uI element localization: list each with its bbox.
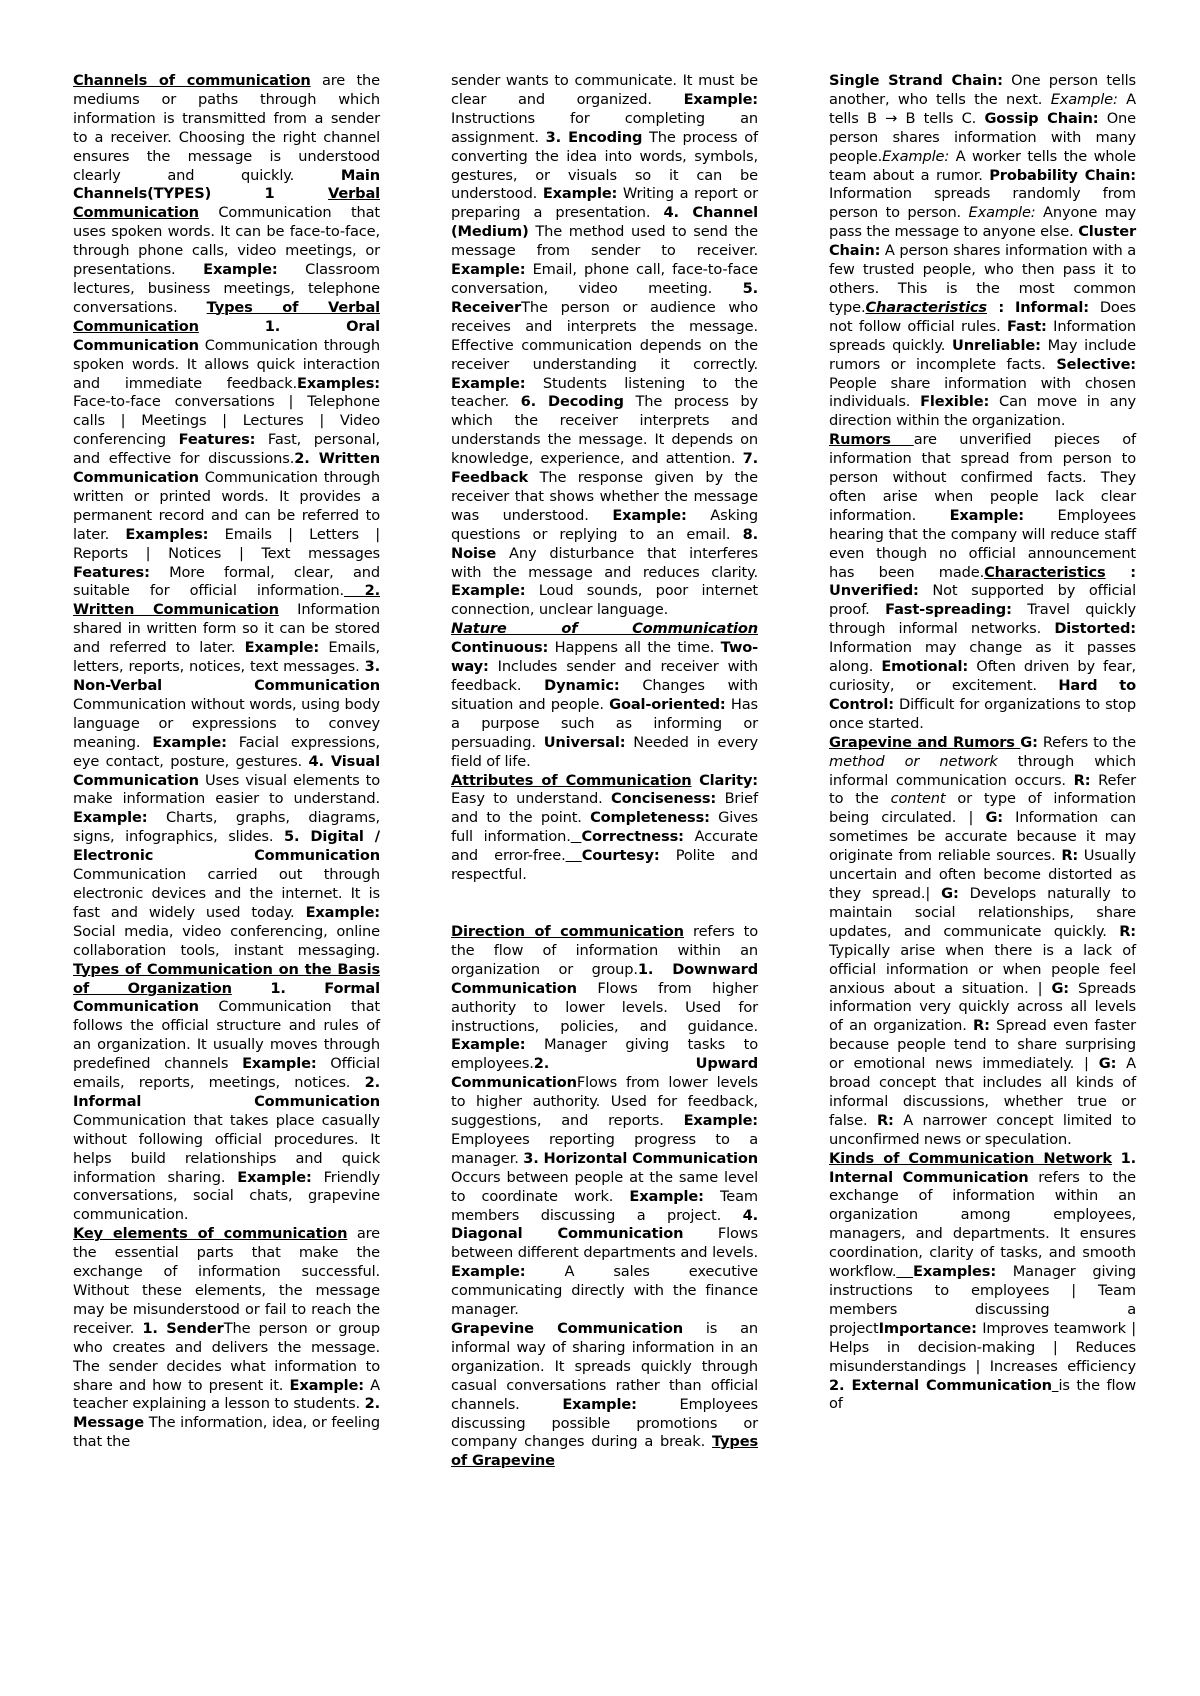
styled-text-run: Types of Grapevine — [451, 1433, 758, 1470]
text-run: Uses visual elements to make information easier to understand. — [73, 771, 380, 808]
text-run: Flows from higher authority to lower levels. Used for instructions, policies, and guidance. — [451, 979, 758, 1035]
styled-text-run: Dynamic: — [544, 677, 620, 694]
styled-text-run: G: — [1098, 1055, 1117, 1073]
text-run: Communication through written or printed words. It provides a permanent record and can be referred to later. — [73, 469, 380, 543]
text-run: Accurate and error-free. — [451, 828, 758, 865]
styled-text-run: : — [986, 298, 1005, 316]
styled-text-run: Gossip Chain: — [984, 109, 1099, 127]
text-run: Information spreads quickly. — [829, 317, 1136, 354]
text-run: Official emails, reports, meetings, notices. — [73, 1055, 380, 1092]
styled-text-run: 1. Oral Communication — [73, 317, 380, 354]
styled-text-run: Example: — [968, 204, 1036, 222]
styled-text-run: Example: — [152, 733, 227, 751]
text-run: Flows from lower levels to higher authority. Used for feedback, suggestions, and reports. — [451, 1074, 758, 1130]
styled-text-run: Fast-spreading: — [885, 601, 1012, 619]
styled-text-run: 4. Visual Communication — [73, 752, 380, 789]
text-run: through which informal communication occurs. — [829, 752, 1136, 789]
text-run: Emails | Letters | Reports | Notices | Text messages — [73, 525, 380, 562]
styled-text-run: 6. Decoding — [520, 393, 624, 411]
styled-text-run: Single Strand Chain: — [829, 72, 1003, 89]
styled-text-run: Verbal Communication — [73, 185, 380, 222]
styled-text-run: Universal: — [543, 733, 626, 751]
styled-text-run: Completeness: — [590, 809, 710, 827]
styled-text-run: R: — [1119, 922, 1136, 940]
styled-text-run: Courtesy: — [581, 847, 660, 865]
text-run: Email, phone call, face-to-face conversation, video meeting. — [451, 261, 758, 297]
text-run: Happens all the time. — [548, 639, 721, 657]
text-run: Employees reporting progress to a manager. — [451, 1130, 758, 1167]
styled-text-run: Example: — [203, 261, 278, 279]
text-run: Difficult for organizations to stop once started. — [829, 695, 1136, 732]
text-run: Communication that takes place casually without following official procedures. It helps build relationships and quick information sharing. — [73, 1111, 380, 1186]
text-run: Polite and respectful. — [451, 847, 759, 884]
text-run: A worker tells the whole team about a rumor. — [829, 147, 1136, 184]
text-run: A teacher explaining a lesson to students. — [73, 1376, 380, 1413]
text-run — [1112, 1150, 1121, 1167]
text-run: The information, idea, or feeling that the — [73, 1414, 380, 1451]
styled-text-run: Two-way: — [451, 639, 758, 676]
styled-text-run: G: — [985, 809, 1003, 827]
paragraph — [451, 72, 758, 620]
styled-text-run: G: — [1051, 979, 1069, 997]
text-run: Asking questions or replying to an email. — [451, 506, 758, 543]
text-run: May include rumors or incomplete facts. — [829, 336, 1136, 373]
styled-text-run: 7. Feedback — [451, 450, 758, 487]
styled-text-run: Example: — [237, 1168, 312, 1186]
text-run: A tells B → B tells C. — [829, 90, 1136, 127]
styled-text-run: Examples: — [913, 1263, 997, 1281]
styled-text-run: Types of Communication on the Basis of Organization — [73, 960, 380, 997]
text-run: Easy to understand. — [451, 790, 612, 808]
styled-text-run: R: — [973, 1017, 990, 1035]
styled-text-run: Example: — [683, 90, 758, 108]
styled-text-run: Example: — [949, 506, 1024, 524]
styled-text-run: content — [890, 790, 946, 808]
text-run: Spreads information very quickly across all levels of an organization. — [829, 979, 1136, 1035]
text-run: Brief and to the point. — [451, 790, 758, 827]
text-run: Gives full information. — [451, 809, 758, 846]
paragraph — [73, 1225, 380, 1452]
text-run: A sales executive communicating directly with the finance manager. — [451, 1263, 758, 1319]
text-run: or type of information being circulated. | — [829, 790, 1136, 827]
styled-text-run: Distorted: — [1054, 620, 1136, 638]
styled-text-run: Example: — [562, 1395, 637, 1413]
text-run: Classroom lectures, business meetings, telephone conversations. — [73, 261, 380, 316]
styled-text-run: Example: — [73, 809, 148, 827]
styled-text-run — [566, 847, 582, 864]
paragraph — [829, 1150, 1136, 1415]
text-run: Occurs between people at the same level to coordinate work. — [451, 1168, 758, 1205]
text-run: Can move in any direction within the organization. — [829, 393, 1136, 430]
paragraph-gap — [451, 885, 758, 923]
text-run: Spread even faster because people tend to share surprising or emotional news immediately. | — [829, 1017, 1136, 1073]
styled-text-run: Channels of communication — [73, 72, 311, 89]
text-run: One person tells another, who tells the next. — [829, 72, 1136, 108]
text-run: The person or audience who receives and interprets the message. Effective communication depends on the receiver understanding it correctly. — [451, 298, 758, 373]
styled-text-run: Unverified: — [829, 582, 919, 600]
styled-text-run: 2. Written Communication — [73, 582, 380, 619]
text-run: Manager giving instructions to employees | Team members discussing a project — [829, 1263, 1136, 1337]
text-run: Anyone may pass the message to anyone else. — [829, 204, 1136, 241]
text-run: Communication through spoken words. It allows quick interaction and immediate feedback. — [73, 336, 380, 392]
text-run: refers to the exchange of information within an organization among employees, managers, and departments. It ensures coordination, clarity of tasks, and smooth workflow. — [829, 1168, 1137, 1281]
text-run: Changes with situation and people. — [451, 677, 758, 713]
styled-text-run: Grapevine and Rumors — [829, 733, 1021, 751]
text-run: are unverified pieces of information that spread from person to person without confirmed facts. They often arise when people lack clear information. — [829, 431, 1136, 524]
text-run: Usually uncertain and often become distorted as they spread.| — [829, 847, 1136, 902]
styled-text-run: Example: — [882, 147, 950, 165]
styled-text-run: 2. Informal Communication — [73, 1074, 380, 1110]
styled-text-run: Characteristics — [865, 298, 987, 316]
text-run: Employees hearing that the company will reduce staff even though no official announcement has been made. — [829, 506, 1136, 581]
styled-text-run: 1. Internal Communication — [829, 1149, 1136, 1186]
styled-text-run: Example: — [305, 903, 380, 921]
styled-text-run: Example: — [451, 1036, 526, 1054]
text-run: The method used to send the message from sender to receiver. — [451, 223, 758, 260]
text-run: A person shares information with a few trusted people, who then pass it to others. This is the most common type. — [829, 242, 1136, 316]
text-run: Improves teamwork | Helps in decision-making | Reduces misunderstandings | Increases efficiency — [829, 1319, 1136, 1375]
paragraph — [451, 923, 758, 1320]
styled-text-run: Unreliable: — [952, 336, 1041, 354]
styled-text-run: R: — [1061, 847, 1079, 865]
styled-text-run: Emotional: — [881, 658, 969, 676]
text-run: refers to the flow of information within an organization or group. — [451, 922, 758, 978]
styled-text-run: 2. Upward Communication — [451, 1055, 758, 1092]
styled-text-run: Example: — [289, 1376, 364, 1394]
paragraph — [829, 431, 1136, 734]
styled-text-run: Key elements of communication — [73, 1225, 348, 1243]
text-run: Communication that uses spoken words. It can be face-to-face, through phone calls, video meetings, or presentations. — [73, 204, 380, 279]
styled-text-run — [896, 1263, 913, 1280]
text-run: Facial expressions, eye contact, posture, gestures. — [73, 733, 380, 770]
text-run: Has a purpose such as informing or persuading. — [451, 695, 758, 751]
styled-text-run: 5. Digital / Electronic Communication — [73, 828, 380, 865]
text-run: The person or group who creates and delivers the message. The sender decides what information to share and how to present it. — [73, 1319, 380, 1394]
styled-text-run: Types of Verbal Communication — [73, 298, 380, 335]
styled-text-run: Example: — [244, 639, 320, 657]
text-run: Writing a report or preparing a presentation. — [451, 185, 758, 222]
styled-text-run: Cluster Chain: — [829, 223, 1136, 260]
styled-text-run: Examples: — [297, 374, 380, 392]
paragraph — [73, 72, 380, 1225]
styled-text-run: Example: — [451, 582, 526, 600]
text-run: Information may change as it passes along. — [829, 639, 1136, 676]
text-run — [1004, 299, 1015, 316]
styled-text-run: Probability Chain: — [989, 166, 1136, 184]
paragraph — [451, 772, 758, 885]
styled-text-run: 3. Non-Verbal Communication — [73, 658, 380, 694]
text-run: People share information with chosen individuals. — [829, 374, 1136, 411]
styled-text-run: 4. Channel (Medium) — [451, 204, 758, 241]
styled-text-run: G: — [941, 884, 959, 902]
styled-text-run: 1. Sender — [142, 1319, 224, 1337]
text-run: One person shares information with many people. — [829, 109, 1136, 165]
text-run: sender wants to communicate. It must be clear and organized. — [451, 72, 758, 108]
styled-text-run: R: — [1073, 771, 1091, 789]
styled-text-run: Rumors — [829, 431, 914, 449]
styled-text-run: 1. Formal Communication — [73, 979, 380, 1016]
styled-text-run: method or network — [829, 752, 998, 770]
text-run: is the flow of — [829, 1376, 1136, 1413]
styled-text-run: Characteristics — [984, 563, 1106, 581]
text-run: More formal, clear, and suitable for official information. — [73, 563, 380, 600]
text-run: Not supported by official proof. — [829, 582, 1136, 619]
text-run: Information can sometimes be accurate because it may originate from reliable sources. — [829, 809, 1136, 865]
text-run: Employees discussing possible promotions or company changes during a break. — [451, 1395, 758, 1451]
styled-text-run: 2. External Communication — [829, 1376, 1052, 1394]
styled-text-run: 3. Horizontal Communication — [523, 1149, 758, 1167]
styled-text-run: Conciseness: — [611, 790, 717, 808]
styled-text-run: Example: — [542, 185, 618, 203]
text-run: The response given by the receiver that shows whether the message was understood. — [451, 469, 758, 524]
text-run: Instructions for completing an assignment. — [451, 109, 758, 146]
styled-text-run: 4. Diagonal Communication — [451, 1206, 758, 1243]
styled-text-run: Example: — [683, 1112, 758, 1130]
text-run: Information shared in written form so it can be stored and referred to later. — [73, 601, 380, 657]
styled-text-run: Direction of communication — [451, 922, 684, 940]
text-run: Social media, video conferencing, online collaboration tools, instant messaging. — [73, 922, 380, 959]
text-run: Often driven by fear, curiosity, or excitement. — [829, 658, 1137, 694]
text-run: Information spreads randomly from person to person. — [829, 185, 1136, 222]
text-run: are the mediums or paths through which information is transmitted from a sender to a receiver. Choosing the right channel ensures the message is understood clearly and quickly. — [73, 72, 380, 184]
text-run — [691, 772, 699, 789]
styled-text-run: Grapevine Communication — [451, 1320, 684, 1337]
text-run: Refers to the — [1037, 733, 1136, 751]
styled-text-run: 1. Downward Communication — [451, 960, 758, 997]
text-run: Refer to the — [829, 771, 1136, 808]
text-run: are the essential parts that make the exchange of information successful. Without these elements, the message may be misunderstood or fail to reach the receiver. — [73, 1225, 381, 1337]
styled-text-run: Features: — [73, 563, 150, 581]
styled-text-run: Nature of Communication — [451, 620, 758, 638]
styled-text-run: 2. Message — [73, 1395, 380, 1432]
styled-text-run: 5. Receiver — [451, 279, 758, 316]
styled-text-run: Clarity: — [699, 771, 758, 789]
text-run: Includes sender and receiver with feedback. — [451, 658, 758, 694]
styled-text-run: Informal: — [1014, 298, 1089, 316]
text-run: Develops naturally to maintain social relationships, share updates, and communicate quickly. — [829, 884, 1136, 940]
text-run: Does not follow official rules. — [829, 298, 1136, 335]
styled-text-run: Correctness: — [581, 828, 684, 846]
text-run: Travel quickly through informal networks. — [829, 601, 1136, 638]
text-run: Team members discussing a project. — [451, 1187, 758, 1224]
styled-text-run: 2. Written Communication — [73, 450, 381, 487]
paragraph — [451, 620, 758, 771]
text-run: Flows between different departments and levels. — [451, 1225, 758, 1262]
paragraph — [829, 72, 1136, 431]
styled-text-run: Hard to Control: — [829, 677, 1136, 713]
styled-text-run: Continuous: — [451, 639, 549, 657]
text-run: Communication without words, using body language or expressions to convey meaning. — [73, 695, 380, 751]
styled-text-run: Example: — [242, 1055, 317, 1073]
text-run: Students listening to the teacher. — [451, 374, 758, 411]
text-run: The process by which the receiver interprets and understands the message. It depends on knowledge, experience, and attention. — [451, 393, 758, 468]
text-run: Typically arise when there is a lack of official information or when people feel anxious about a situation. | — [829, 941, 1136, 997]
text-run: Emails, letters, reports, notices, text messages. — [73, 639, 380, 676]
styled-text-run: Example: — [1050, 90, 1118, 108]
text-run: Needed in every field of life. — [451, 733, 758, 770]
styled-text-run: Kinds of Communication Network — [829, 1149, 1112, 1167]
text-run: A broad concept that includes all kinds of informal discussions, whether true or false. — [829, 1055, 1136, 1129]
text-run: is an informal way of sharing information in an organization. It spreads quickly through casual conversations rather than official channels. — [451, 1320, 758, 1413]
text-run: Manager giving tasks to employees. — [451, 1036, 758, 1073]
styled-text-run: Importance: — [878, 1319, 977, 1337]
text-run: Fast, personal, and effective for discussions. — [73, 431, 381, 468]
styled-text-run: Example: — [612, 506, 687, 524]
styled-text-run: Example: — [629, 1187, 704, 1205]
styled-text-run: Attributes of Communication — [451, 771, 692, 789]
styled-text-run: Example: — [451, 374, 526, 392]
text-run: Loud sounds, poor internet connection, unclear language. — [451, 582, 758, 619]
styled-text-run: 8. Noise — [451, 525, 758, 562]
styled-text-run: Main Channels(TYPES) 1 — [73, 166, 380, 203]
text-run: The process of converting the idea into words, symbols, gestures, or visuals so it can be understood. — [451, 128, 758, 203]
styled-text-run: G: — [1020, 733, 1038, 751]
text-column-1 — [73, 72, 380, 1452]
text-run: Communication that follows the official structure and rules of an organization. It usually moves through predefined channels — [73, 998, 380, 1073]
paragraph — [451, 1320, 758, 1471]
text-run: Any disturbance that interferes with the message and reduces clarity. — [451, 544, 758, 581]
styled-text-run: Goal-oriented: — [609, 695, 726, 713]
text-run: Friendly conversations, social chats, grapevine communication. — [73, 1168, 380, 1224]
styled-text-run: R: — [876, 1111, 894, 1129]
text-run: A narrower concept limited to unconfirmed news or speculation. — [829, 1111, 1136, 1148]
styled-text-run — [571, 828, 582, 845]
paragraph — [829, 734, 1136, 1150]
styled-text-run: Example: — [451, 1263, 526, 1281]
styled-text-run: Features: — [178, 431, 256, 449]
text-run: Face-to-face conversations | Telephone calls | Meetings | Lectures | Video conferencing — [73, 393, 380, 449]
styled-text-run: Flexible: — [920, 393, 990, 411]
styled-text-run: 3. Encoding — [545, 128, 643, 146]
text-run: Charts, graphs, diagrams, signs, infographics, slides. — [73, 809, 380, 846]
text-column-3 — [829, 72, 1136, 1414]
text-column-2 — [451, 72, 758, 1471]
styled-text-run: Selective: — [1056, 355, 1136, 373]
text-run: Communication carried out through electronic devices and the internet. It is fast and widely used today. — [73, 866, 380, 921]
styled-text-run: Examples: — [125, 525, 209, 543]
styled-text-run: Example: — [451, 261, 526, 279]
styled-text-run: : — [1105, 563, 1136, 581]
styled-text-run: Fast: — [1007, 317, 1047, 335]
